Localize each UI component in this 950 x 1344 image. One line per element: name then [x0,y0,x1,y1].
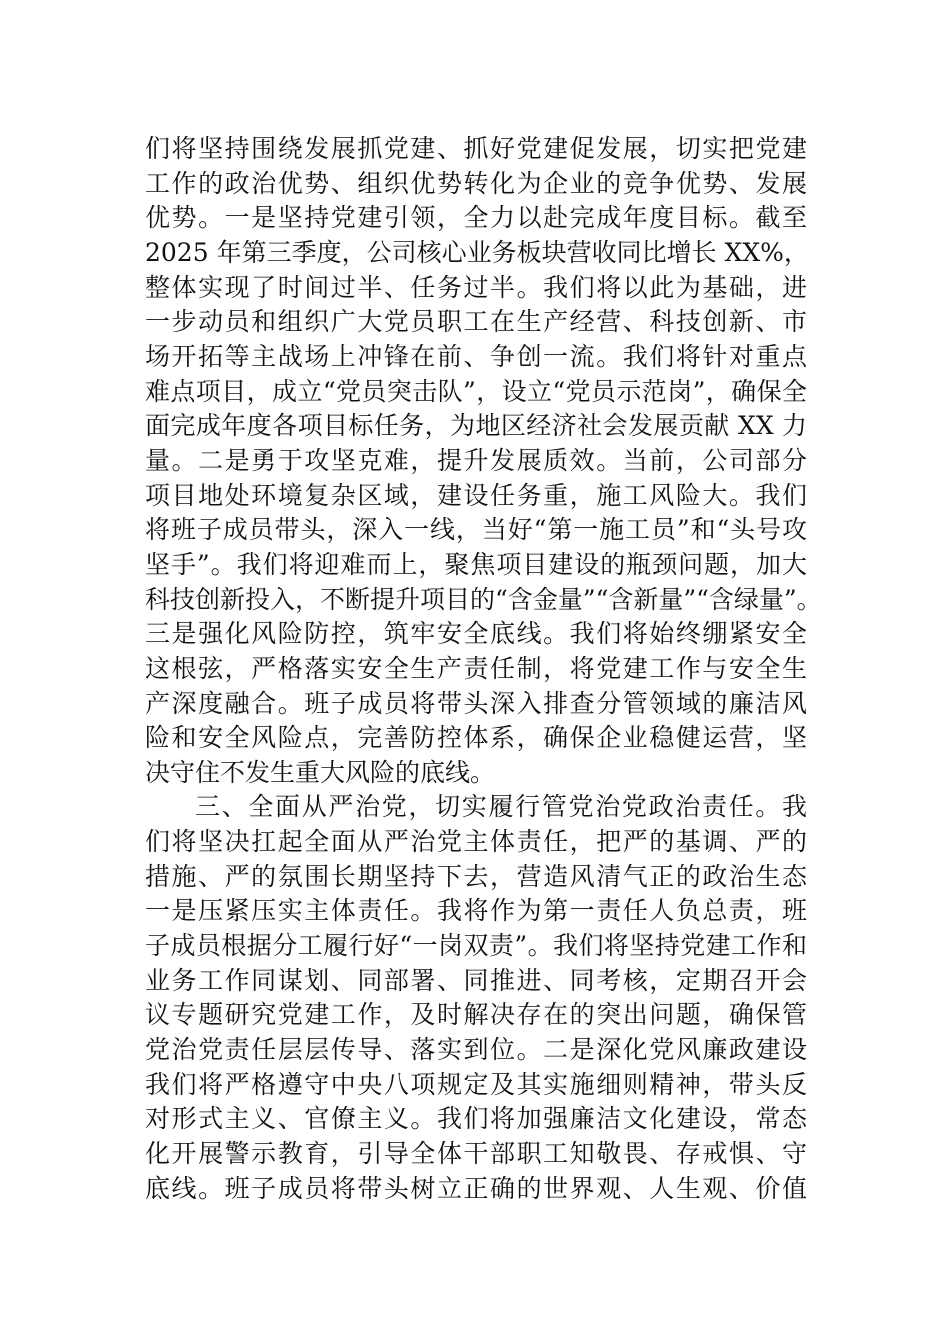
text-line: 科技创新投入，不断提升项目的“含金量”“含新量”“含绿量”。 [145,584,822,614]
document-page [145,132,822,1206]
text-line: 对形式主义、官僚主义。我们将加强廉洁文化建设，常态 [145,1104,807,1134]
text-line: 一是压紧压实主体责任。我将作为第一责任人负总责，班 [145,896,807,926]
text-line: 们将坚决扛起全面从严治党主体责任，把严的基调、严的 [145,827,807,857]
text-line: 三、全面从严治党，切实履行管党治党政治责任。我 [195,792,807,822]
text-line: 将班子成员带头，深入一线，当好“第一施工员”和“头号攻 [145,515,807,545]
paragraph [145,790,807,1206]
text-line: 三是强化风险防控，筑牢安全底线。我们将始终绷紧安全 [145,619,807,649]
text-line: 党治党责任层层传导、落实到位。二是深化党风廉政建设 [145,1035,807,1065]
text-line: 们将坚持围绕发展抓党建、抓好党建促发展，切实把党建 [145,134,807,163]
text-line: 子成员根据分工履行好“一岗双责”。我们将坚持党建工作和 [145,931,807,961]
text-line: 面完成年度各项目标任务，为地区经济社会发展贡献 XX 力 [145,411,807,441]
text-line: 项目地处环境复杂区域，建设任务重，施工风险大。我们 [145,480,807,510]
text-line: 化开展警示教育，引导全体干部职工知敬畏、存戒惧、守 [145,1139,807,1169]
text-line: 这根弦，严格落实安全生产责任制，将党建工作与安全生 [145,653,807,683]
text-line: 底线。班子成员将带头树立正确的世界观、人生观、价值 [145,1173,807,1203]
text-line: 产深度融合。班子成员将带头深入排查分管领域的廉洁风 [145,688,807,718]
text-line: 场开拓等主战场上冲锋在前、争创一流。我们将针对重点 [145,341,807,371]
text-line: 一步动员和组织广大党员职工在生产经营、科技创新、市 [145,307,807,337]
text-line: 工作的政治优势、组织优势转化为企业的竞争优势、发展 [145,168,807,198]
text-line: 业务工作同谋划、同部署、同推进、同考核，定期召开会 [145,965,807,995]
paragraph [145,132,822,790]
text-line: 险和安全风险点，完善防控体系，确保企业稳健运营，坚 [145,723,807,753]
text-line: 难点项目，成立“党员突击队”，设立“党员示范岗”，确保全 [145,376,807,406]
text-line: 整体实现了时间过半、任务过半。我们将以此为基础，进 [145,272,807,302]
text-line: 坚手”。我们将迎难而上，聚焦项目建设的瓶颈问题，加大 [145,549,807,579]
text-line: 决守住不发生重大风险的底线。 [145,757,496,787]
text-line: 优势。一是坚持党建引领，全力以赴完成年度目标。截至 [145,203,807,233]
text-line: 议专题研究党建工作，及时解决存在的突出问题，确保管 [145,1000,807,1030]
text-line: 量。二是勇于攻坚克难，提升发展质效。当前，公司部分 [145,445,807,475]
text-line: 我们将严格遵守中央八项规定及其实施细则精神，带头反 [145,1069,807,1099]
text-line: 2025 年第三季度，公司核心业务板块营收同比增长 XX%， [145,237,809,267]
text-line: 措施、严的氛围长期坚持下去，营造风清气正的政治生态 [145,861,807,891]
